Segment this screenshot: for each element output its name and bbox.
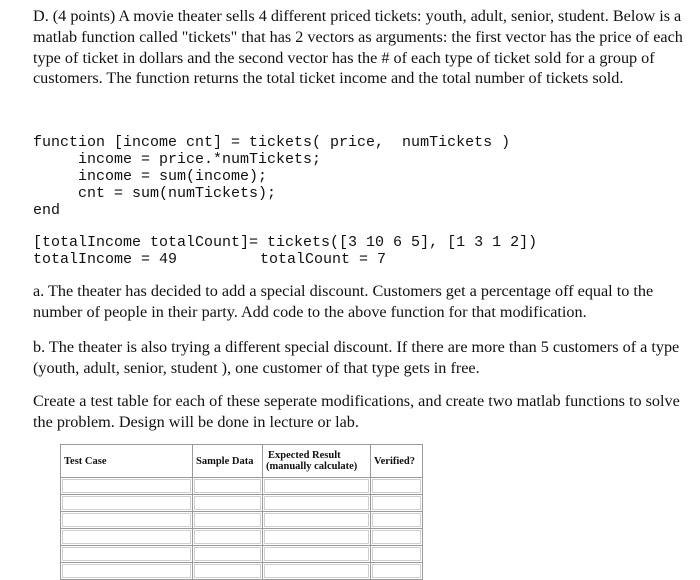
table-row [61,495,423,512]
cell-frame [264,530,369,544]
cell-frame [264,547,369,561]
test-table [60,444,423,580]
table-cell [263,529,371,546]
code-line: function [income cnt] = tickets( price, numTickets ) [33,134,511,151]
cell-frame [264,564,369,578]
table-cell [61,529,193,546]
cell-frame [62,496,191,510]
question-text: D. (4 points) A movie theater sells 4 different priced tickets: youth, adult, senior, student. Below is a matlab function called "tickets" that has 2 vectors as arguments: the first vector has the price of each type of ticket in dollars and the second vector has the # of each type of ticket sold for a group of customers. The function returns the total ticket income and the total number of tickets sold. [33,7,683,88]
table-cell [371,478,423,495]
table-row [61,478,423,495]
table-row [61,512,423,529]
header-test-case: Test Case [61,445,193,478]
result-count: totalCount = 7 [260,251,387,268]
table-cell [371,529,423,546]
table-body [61,478,423,580]
part-a-text: a. The theater has decided to add a special discount. Customers get a percentage off equal to the number of people in their party. Add code to the above function for that modification. [33,282,654,321]
cell-frame [372,564,421,578]
cell-frame [264,513,369,527]
cell-frame [372,530,421,544]
cell-frame [194,479,261,493]
cell-frame [372,479,421,493]
table-cell [371,563,423,580]
result-income: totalIncome = 49 [33,251,178,268]
table-header-row [61,445,423,478]
cell-frame [62,564,191,578]
cell-frame [194,564,261,578]
cell-frame [264,479,369,493]
table-cell [263,495,371,512]
header-expected-line1: Expected Result [268,450,341,461]
cell-frame [264,496,369,510]
table-cell [61,478,193,495]
table-cell [61,546,193,563]
header-verified: Verified? [371,445,423,478]
example-results [33,251,537,268]
table-cell [61,563,193,580]
table-cell [193,512,263,529]
example-call: [totalIncome totalCount]= tickets([3 10 6 5], [1 3 1 2]) [33,234,538,251]
cell-frame [62,530,191,544]
code-line: income = sum(income); [33,168,268,185]
cell-frame [194,496,261,510]
part-b-text: b. The theater is also trying a different special discount. If there are more than 5 customers of a type (youth, adult, senior, student ), one customer of that type gets in free. [33,338,680,377]
example-block [33,234,537,268]
cell-frame [372,547,421,561]
table-cell [193,529,263,546]
part-c-text: Create a test table for each of these seperate modifications, and create two matlab functions to solve the problem. Design will be done in lecture or lab. [33,392,680,431]
table-cell [371,512,423,529]
code-line: income = price.*numTickets; [33,151,322,168]
table-cell [193,495,263,512]
cell-frame [194,513,261,527]
cell-frame [62,547,191,561]
header-expected-result [263,445,371,478]
table-cell [263,478,371,495]
cell-frame [372,513,421,527]
header-expected-line2: (manually calculate) [266,461,358,472]
table-cell [193,546,263,563]
table-cell [371,546,423,563]
table-cell [263,546,371,563]
table-cell [371,495,423,512]
table-row [61,546,423,563]
cell-frame [62,513,191,527]
table-cell [61,512,193,529]
cell-frame [194,530,261,544]
table-cell [193,563,263,580]
cell-frame [372,496,421,510]
cell-frame [62,479,191,493]
code-block [33,134,510,219]
table-cell [193,478,263,495]
header-sample-data: Sample Data [193,445,263,478]
cell-frame [194,547,261,561]
table-cell [263,563,371,580]
code-line: end [33,202,61,219]
table-cell [263,512,371,529]
table-row [61,529,423,546]
table-row [61,563,423,580]
code-line: cnt = sum(numTickets); [33,185,277,202]
table-cell [61,495,193,512]
